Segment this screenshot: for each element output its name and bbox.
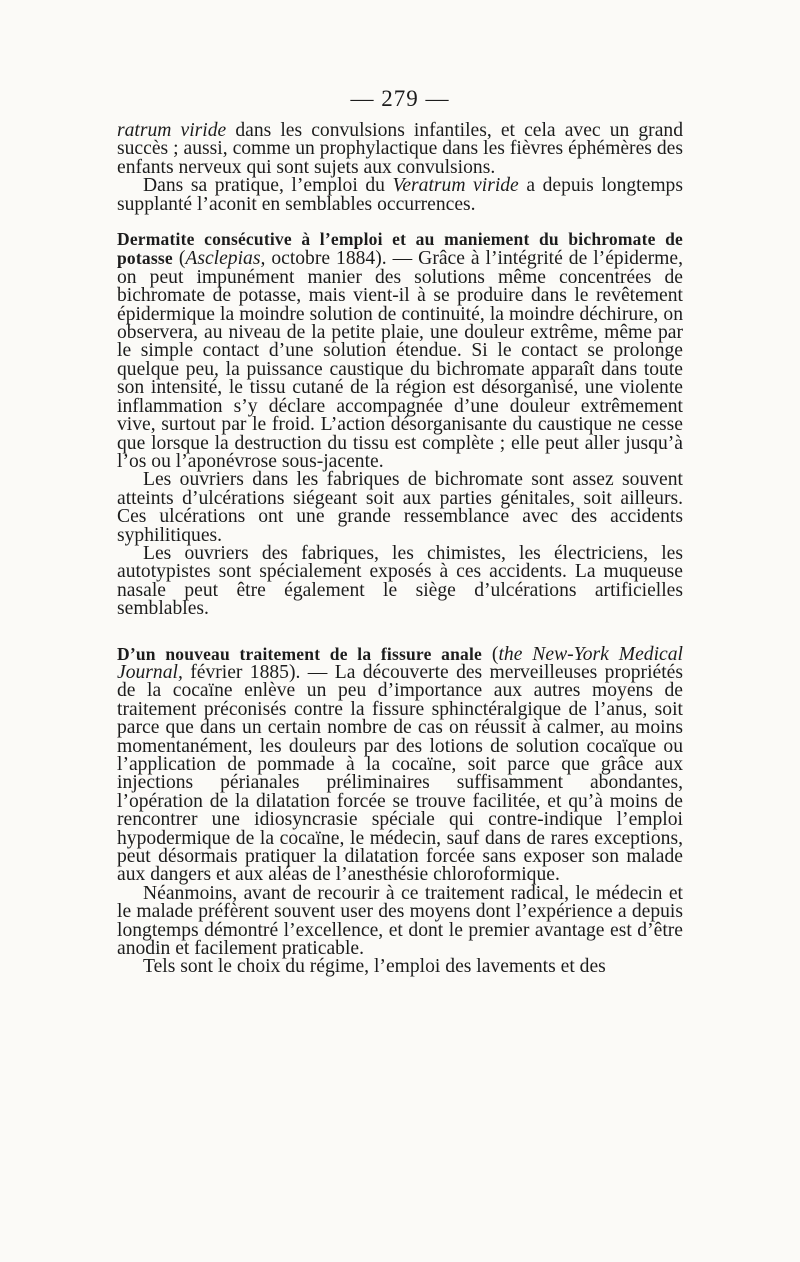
italic-term: Veratrum viride — [392, 175, 519, 197]
source-journal: Asclepias, — [185, 248, 266, 270]
paragraph: Les ouvriers dans les fabriques de bichromate sont assez souvent atteints d’ulcérations siégeant soit aux parties génitales, soit ailleurs. Ces ulcérations ont une grande ressemblance avec des accidents syphilitiques. — [117, 469, 683, 546]
paragraph: Dans sa pratique, l’emploi du Veratrum viride a depuis longtemps supplanté l’aconit en semblables occurrences. — [117, 175, 683, 215]
paragraph: Tels sont le choix du régime, l’emploi des lavements et des — [143, 956, 606, 978]
paragraph: Néanmoins, avant de recourir à ce traitement radical, le médecin et le malade préfèrent souvent user des moyens dont l’expérience a depuis longtemps démontré l’excellence, et dont le premier avantage est d’être anodin et facilement praticable. — [117, 882, 683, 960]
italic-term: ratrum viride — [117, 120, 227, 141]
source-journal: the New-York Medical Journal, — [117, 643, 683, 683]
page-number: — 279 — — [350, 86, 450, 111]
paragraph-continued: ratrum viride dans les convulsions infantiles, et cela avec un grand succès ; aussi, comme un prophylactique dans les fièvres éphémères des enfants nerveux qui sont sujets aux convulsions. — [117, 120, 683, 178]
paragraph: Les ouvriers des fabriques, les chimistes, les électriciens, les autotypistes sont spécialement exposés à ces accidents. La muqueuse nasale peut être également le siège d’ulcérations artificielles semblables. — [117, 542, 683, 620]
section-title: D’un nouveau traitement de la fissure anale — [117, 643, 483, 664]
section-dermatite: Dermatite consécutive à l’emploi et au maniement du bichromate de potasse (Asclepias, octobre 1884). — Grâce à l’intégrité de l’épiderme, on peut impunément manier des solutions même concentrées de bichromate de potasse, mais vient-il à se produire dans le revêtement épidermique la moindre solution de continuité, la moindre déchirure, on observera, au niveau de la petite plaie, une douleur extrême, même par le simple contact d’une solution étendue. Si le contact se prolonge quelque peu, la puissance caustique du bichromate apparaît dans toute son intensité, le tissu cutané de la région est désorganisé, une violente inflammation s’y déclare accompagnée d’une douleur extrêmement vive, surtout par le froid. L’action désorganisante du caustique ne cesse que lorsque la destruction du tissu est complète ; elle peut aller jusqu’à l’os ou l’aponévrose sous-jacente. — [117, 229, 683, 472]
page-body — [117, 122, 683, 977]
section-fissure-anale: D’un nouveau traitement de la fissure anale (the New-York Medical Journal, février 1885). — La découverte des merveilleuses propriétés de la cocaïne enlève un peu d’importance aux autres moyens de traitement préconisés contre la fissure sphinctéralgique de l’anus, soit parce que dans un certain nombre de cas on réussit à calmer, au moins momentanément, les douleurs par des lotions de solution cocaïque ou l’application de pommade à la cocaïne, soit parce que grâce aux injections périanales préliminaires suffisamment abondantes, l’opération de la dilatation forcée se trouve facilitée, et qu’à moins de rencontrer une idiosyncrasie spéciale qui contre-indique l’emploi hypodermique de la cocaïne, le médecin, sauf dans de rares exceptions, peut désormais pratiquer la dilatation forcée sans exposer son malade aux dangers et aux aléas de l’anesthésie chloroformique. — [117, 643, 683, 886]
section-title: Dermatite consécutive à l’emploi et au maniement du bichromate de potasse — [117, 229, 683, 269]
